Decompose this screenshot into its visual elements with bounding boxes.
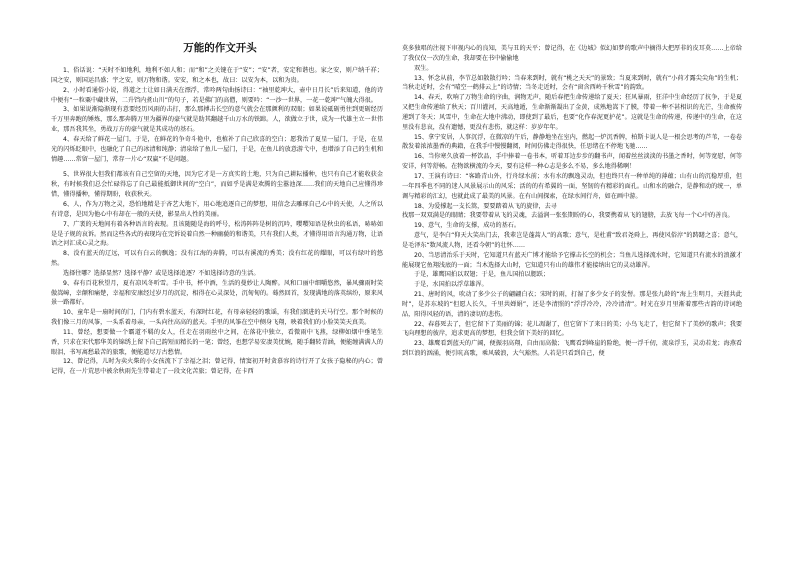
paragraph: 于是，水国拍以浮草雄浑。 <box>414 281 488 289</box>
paragraph: 于是，雄鹰国拍以双翅；于是，鱼儿国拍以腮跃； <box>414 271 550 279</box>
paragraph: 12、曾记得，儿时为卖火柴的小女孩流下了幸福之泪；曾记得，情窦初开时贪慕容的诗行开了女孩子隐秘的内心；曾记得，在一片荒思中被余秋雨先生带着走了一段文化苦旅；曾记得，在卡西 <box>51 358 383 376</box>
paragraph: 5、世界很大但我们都该有自己空留的天地，因为它才是一方真实的土地，只为自己耕耘播种，也只有自己才能收获金秋，有时候我们总会忙碌得忘了自己最能抵御世间的“空白”，而如乎是满是欢腾的尘嚣池深……我们的天地自己应懂得珍惜，懂得播种，懂得期盼，收获秋天。 <box>51 171 383 199</box>
paragraph: 意气，是李白“仰天大笑出门去，我辈岂是蓬蒿人”的高歌；意气，是杜甫“致君尧舜上，再使风俗淳”的踌躇之喜；意气，是毛泽东“数风流人物，还看今朝”的壮怀…… <box>402 232 742 249</box>
paragraph: 8、没有蓝天的辽远，可以有白云的飘逸；没有江海的奔腾，可以有溪流的秀美；没有红花的耀眼，可以有绿叶的悠然。 <box>51 250 383 268</box>
paragraph: 找那一双双满是的眼睛；我要带着从飞的灵魂，去溢润一张张期盼的心，我要携着从飞的翅膀，去放飞每一个心中的善良。 <box>402 212 734 220</box>
paragraph: 20、当思清治乐于天时，它知道只有蓝天广博才能给予它撑击长空的机会；当鱼儿选择流水时，它知道只有流水的浪激才能展现它鱼翔浅底的一面；当木选择大山时，它知道只有山的雄伟才能接纳出它的灵动雄浑。 <box>402 251 742 269</box>
paragraph: 22、春暮死去了，但它留下了美丽的锦；花儿凋谢了，但它留下了来日的美；小鸟飞走了，但它留下了美妙的歌声；我要飞向理想的彼岸，追求更高的梦想，但我会留下美好的回忆。 <box>402 320 742 338</box>
left-column <box>51 66 383 377</box>
paragraph: 16、当你寒久放着一杯饮品，手中捧着一卷书本，听着耳边步步的翻书声，闻着丝丝淡淡的书墨之香时，何等宽慰，何等安详，何等舒畅。在物欲横流的今天，要有这样一种心志是多么不易，多么地得稀啊！ <box>402 153 742 171</box>
paragraph: 21、唐时的风，吹动了多少公子的翩翩白衣；宋时的雨，打湿了多少女子的发髻。那是张九龄的“海上生明月，天涯共此时”，是苏东坡的“但愿人长久，千里共婵娟”，还是李清照的“浮浮冷冷，冷冷清清”。时光在岁月里渐着那些古韵的诗词绝品，阳得风轻的语，清的凄切的悲伤。 <box>402 291 742 318</box>
paragraph: 莫多独唱的注视下审视内心的良知，美与丑的天平；曾记得，在《边城》似幻如梦的歌声中摘得大把厚非的皮耳莫……上帝给了我仅仅一次的生命，我却要在书中偷偷地 <box>402 45 742 62</box>
paragraph: 19、意气，生命的支撑，成功的基石。 <box>414 222 521 230</box>
paragraph: 23、雄鹰看到蓝天的广阔，便振羽高翔，自由而高傲；飞鹰看到峰崖的险绝，便一浮千仞，流泉浮玉，灵动若龙；海燕看到巨浪的汹涌，便引吭高歌，乘风破浪，大气豁然。人若是只看到自己，便 <box>402 340 742 358</box>
paragraph: 1、俗话说：“天时不如地利，地利不如人和；而“和”之关键在于“安”；“安”者，安定和谐也。家之安，则户纳千祥；国之安，则国运昌盛；宇之安，则万物和谐。安安，和之本也，故曰：以安为本，以和为贵。 <box>51 67 383 84</box>
paragraph: 7、广袤的天地间有着各种语言的表现。且该随随是海的呼号，松涛阵阵是树的沉吟，嘤嘤知语是秋虫的私语，哧哧如是是子规的哀诉。然而这些各式的表现均在完诉说着自然一种幽藐的和谐美，只有我们人类，才懂得用语言沟通万物，让语语之河汇成心灵之海。 <box>51 220 383 248</box>
page-title: 万能的作文开头 <box>183 42 257 54</box>
paragraph: 4、春天给了鲜花一屋门，于是，在鲜花的争奇斗艳中，也植补了自己欣喜的空白；愿我治了夏星一屋门，于是，在星光的闪烁眨眼中，也融化了自己的冰清和纯静；清泉给了鱼儿一屋门，于是，在鱼儿的放意游弋中，也增添了自己的生机和情趣……常留一屋门，常存一片心“双赢”不是问题。 <box>51 135 383 163</box>
paragraph: 10、童年是一扇时间的门，门内有碧水蓝天，有深时红花，有母亲轻轻的歌谣，有我们溜进的天马行空。那个时候的我们像三月的风筝，一头系着母亲，一头向往高高的蓝天。手里的风筝在空中侧身飞翔，映着我们的小脸笑笑天真美。 <box>51 309 383 327</box>
paragraph: 3、如果说渐隐渐现有意要经历风雨的击打，那么那搏击长空的意气就会在那颜利的双眼；如果说砥砺勇往到更砺经历千万里奔跑的锤炼，那么那奔腾万里为疆界的豪气就是助其翻越千山万水的铁蹄。人，欲做立于世，成为一代雄主立一世伟业，那吾我其坐，勇战万方的豪气就是其成功的基石。 <box>51 106 383 134</box>
paragraph: 6、人，作为万物之灵，恐怕地精是于吝艺大地下，用心地追逐自己的梦想，用信念去雕琢自己心中的天使，人之所以有诗意，是因为他心中有却在一般的天使，影显出人性的美丽。 <box>51 200 383 218</box>
paragraph: 11、曾经，想要做一个霸道不羁的女人，任走在羽雨丝中之间，在落花中独立，看微雨中飞燕，绿柳如烟中垂笔生香，只求在宋代那华美的锦绣上留下自己韵短而精长的一笔；曾经，也想学易安凄美忧婉，随手翻转青涵，便能缠满满人的眼泪，书写离愁最苦的旅歌，便能道尽万古愁情。 <box>51 328 383 356</box>
paragraph: 选择往哪？选择显然？选择平静？或是选择追逐？不如选择诗意的生活。 <box>63 269 260 277</box>
paragraph: 13、怀念从前，李节总如散散行吟；当春来到时，就有“桃之天天”的景致；当夏来到时，就有“小荷才露尖尖角”的生机；当秋走近时，会有“晴空一鹤排云上”的诗情；当冬走近时，会有“窗含西岭千秋雪”的韵致。 <box>402 74 742 92</box>
right-column <box>402 44 742 359</box>
paragraph: 15、拿宁安居，人事沉浮，在微凉的午后，静静地坐在室内，燃起一炉沉香牌，柏斯卡说人是一根会思考的芦苇，一卷卷散发着浓浓墨香的典籍，在我手中慢慢翻阅，时间仿佛走得很快，任思绪在不停地飞驰…… <box>402 133 742 151</box>
paragraph: 双生。 <box>414 64 433 72</box>
paragraph: 17、王演有诗曰：“客路青山外，行舟绿水前；水有水的飘逸灵动，但也终只有一种单纯的薄蕴；山有山的沉稳厚重，但一年四季也不同的迷人风景展示山的风采；活的的有希翼的一面，坚韧的有精彩的面孔。山和水的融合，是静和动的统一，单调与精彩的汇幻，也就此成了最美的风景。在有山间探索，在绿水间行舟，如在画中游。 <box>402 172 742 200</box>
paragraph: 14、春天，吹响了万物生命的序曲，润物无声，随后春把生命传递给了夏天；狂风暴雨，狂洋中生命经历了抗争，于是夏又把生命传递给了秋天；百川灌河，天高地遁，生命渐渐凝出了金黄，成熟地嵩下了膜，带着一种不甚相识的光芒，生命被传递到了冬天；风雪中，生命在大地中沸动，即使到了最后，也要“化作春泥更护花”。这就是生命的传递，传递中的生命，在这里没有悲哀，没有遗憾，更没有悲伤，就这样：岁岁年年。 <box>402 94 742 131</box>
paragraph: 2、小时看通俗小说，得道之士让如日满天在漂浮，常吟两句曲扬诗曰：“袖里乾坤大，壶中日月长”后来知道，他的诗中便有“一粒粟中藏世界，二升铛内煮山川”的句子，若是佛门的高僧，则要吟：“一沙一世界，一花一乾坤”气魄大得很。 <box>51 86 383 104</box>
paragraph: 9、春有百花秋望月，夏有凉风冬听雪。手中书，杯中酒，生活的曼妙让人陶醉。风和口丽中细嚼悠然，暴风骤雨时笑傲嵩嶂，幸颠和痛楚，幸福和安康经过岁月的沉淀，相得在心灵深处，沉甸甸的。蓦然回首，发现满地的落英缤纷，原来风景一路都好。 <box>51 279 383 307</box>
paragraph: 18、为爱撑起一支长篙，要要踏着从飞的旋律，去寻 <box>414 202 557 210</box>
